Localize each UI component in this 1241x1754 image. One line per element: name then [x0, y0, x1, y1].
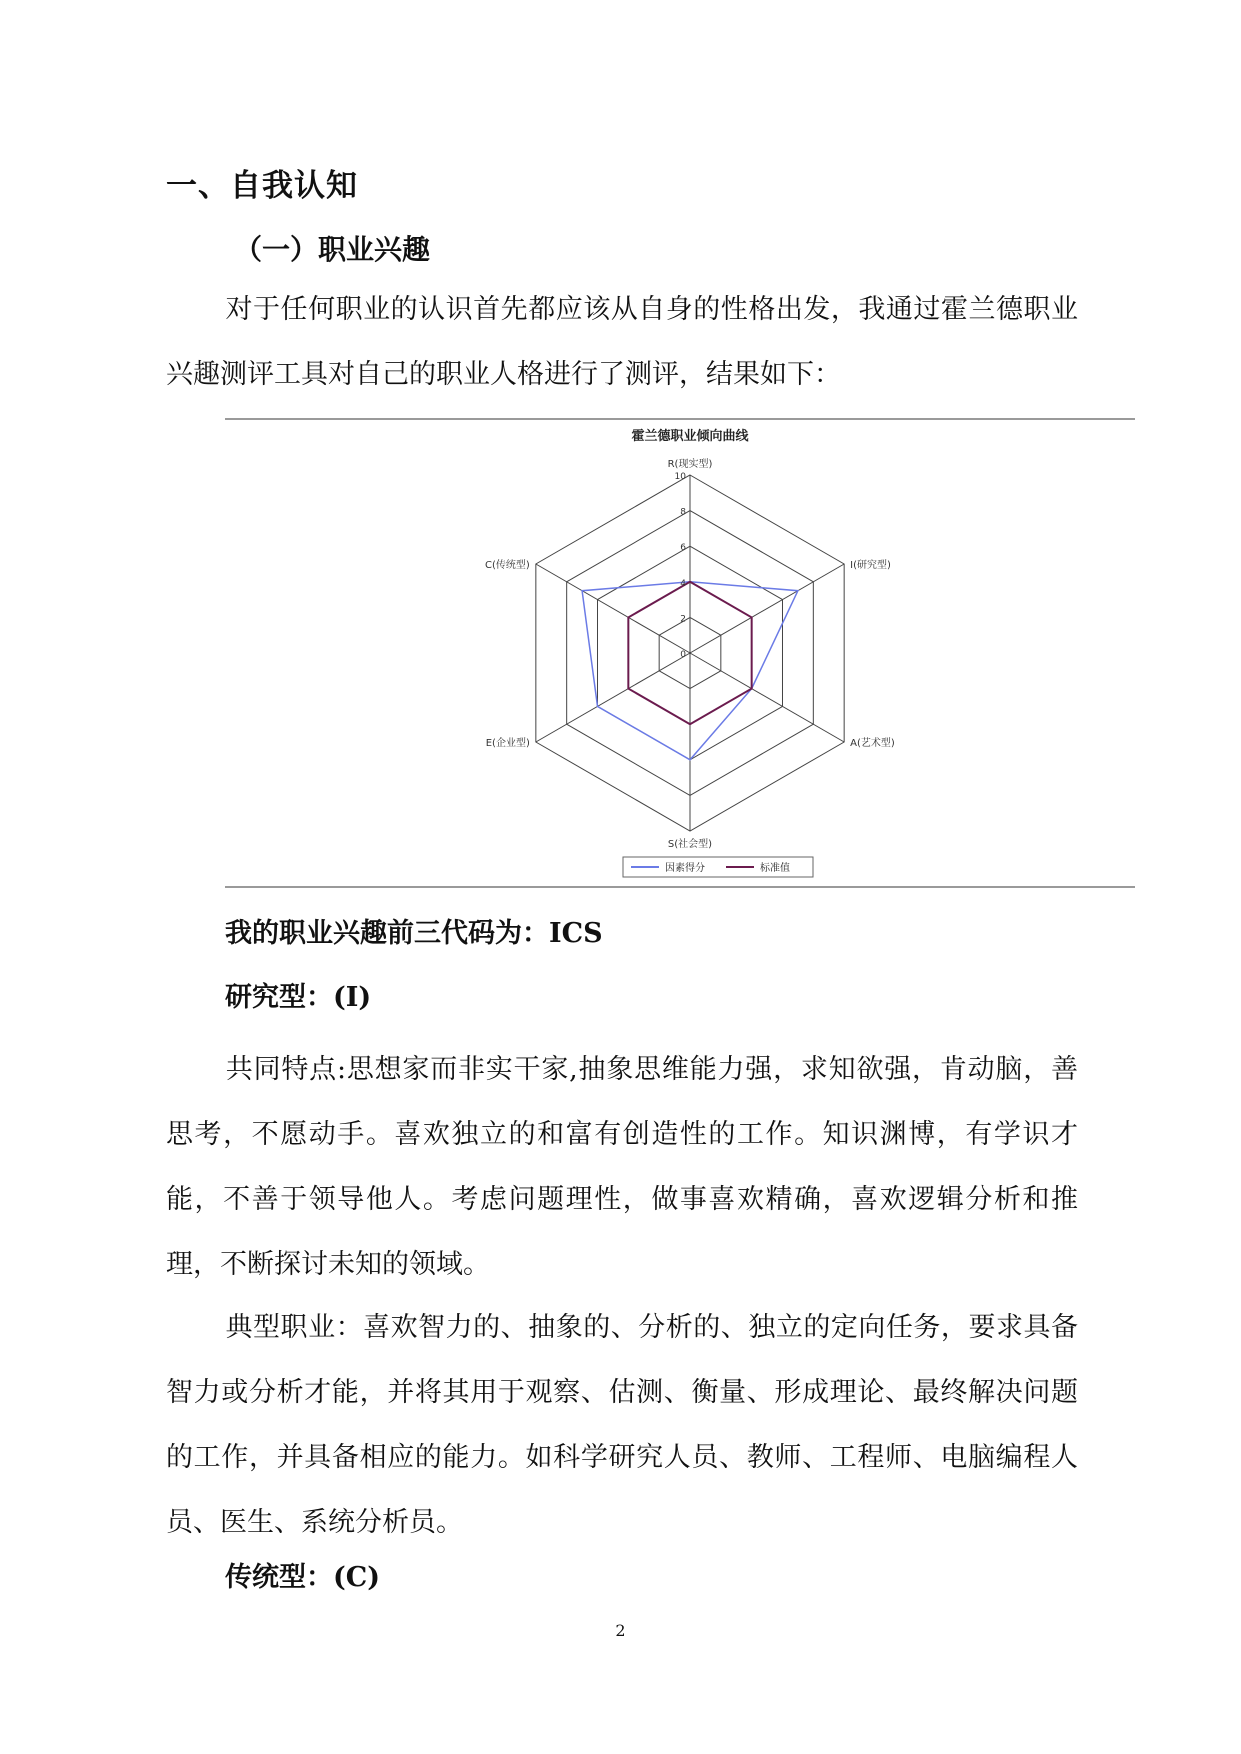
tick-label: 6: [680, 543, 686, 554]
common-traits-text: 共同特点:思想家而非实干家,抽象思维能力强，求知欲强，肯动脑，善思考，不愿动手。喜欢独立的和富有创造性的工作。知识渊博，有学识才能，不善于领导他人。考虑问题理性，做事喜欢精确，喜欢逻辑分析和推理，不断探讨未知的领域。: [166, 1054, 1078, 1280]
axis-label: A(艺术型): [850, 738, 895, 749]
section-heading: 一、自我认知: [166, 168, 358, 204]
grid-spoke: [690, 564, 844, 653]
axis-label: E(企业型): [485, 738, 530, 749]
tick-label: 8: [680, 507, 686, 518]
chart-title: 霍兰德职业倾向曲线: [631, 429, 749, 444]
common-traits-paragraph: [166, 1037, 1078, 1297]
legend-label: 标准值: [760, 863, 790, 874]
type-i-heading: 研究型：(I): [225, 982, 372, 1013]
tick-label: 0: [680, 650, 686, 660]
grid-spoke: [536, 653, 690, 742]
typical-jobs-paragraph: [166, 1295, 1078, 1555]
legend-label: 因素得分: [665, 863, 705, 874]
tick-label: 2: [680, 614, 686, 625]
grid-spoke: [690, 653, 844, 742]
tick-label: 10: [674, 472, 686, 482]
intro-text: 对于任何职业的认识首先都应该从自身的性格出发，我通过霍兰德职业兴趣测评工具对自己的职业人格进行了测评，结果如下：: [166, 294, 1078, 390]
radar-svg: [225, 420, 1135, 886]
radar-grid: [536, 475, 844, 831]
type-c-heading: 传统型：(C): [225, 1562, 381, 1593]
typical-jobs-text: 典型职业：喜欢智力的、抽象的、分析的、独立的定向任务，要求具备智力或分析才能，并将其用于观察、估测、衡量、形成理论、最终解决问题的工作，并具备相应的能力。如科学研究人员、教师、工程师、电脑编程人员、医生、系统分析员。: [166, 1312, 1078, 1538]
page-number: 2: [615, 1621, 626, 1640]
tick-label: 4: [680, 578, 686, 589]
axis-label: C(传统型): [485, 560, 530, 571]
axis-label: R(现实型): [667, 459, 713, 470]
intro-paragraph: [166, 277, 1078, 407]
interest-code-line: 我的职业兴趣前三代码为：ICS: [225, 918, 603, 949]
subsection-heading: （一）职业兴趣: [234, 233, 431, 266]
axis-label: I(研究型): [850, 560, 891, 571]
holland-radar-chart: [225, 418, 1135, 888]
grid-spoke: [536, 564, 690, 653]
axis-label: S(社会型): [667, 839, 713, 850]
